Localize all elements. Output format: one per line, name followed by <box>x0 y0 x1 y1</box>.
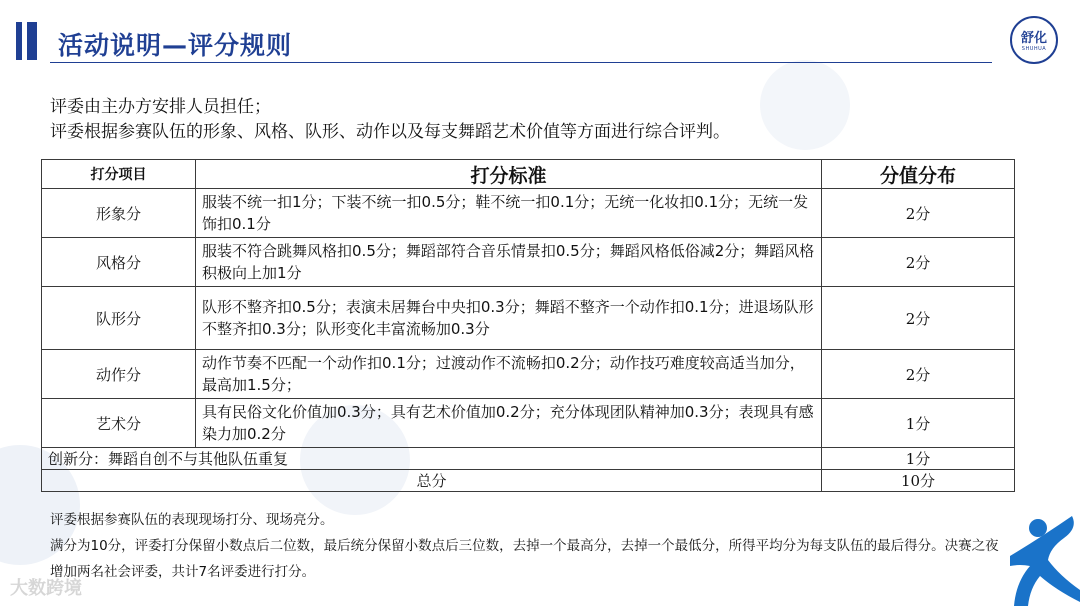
table-row-innovation <box>42 448 1015 470</box>
brand-logo <box>1010 16 1058 64</box>
dancer-figure-icon <box>1000 498 1080 608</box>
logo-subtext: SHUHUA <box>1021 46 1047 52</box>
criteria-cell: 队形不整齐扣0.5分；表演未居舞台中央扣0.3分；舞蹈不整齐一个动作扣0.1分；进退场队形不整齐扣0.3分；队形变化丰富流畅加0.3分 <box>196 287 822 350</box>
watermark: 大数跨境 <box>10 578 82 599</box>
table-row <box>42 399 1015 448</box>
score-cell: 2分 <box>822 287 1015 350</box>
table-row-total <box>42 470 1015 492</box>
criteria-cell: 服装不统一扣1分；下装不统一扣0.5分；鞋不统一扣0.1分；无统一化妆扣0.1分；无统一发饰扣0.1分 <box>196 189 822 238</box>
score-cell: 1分 <box>822 448 1015 470</box>
header-item: 打分项目 <box>42 160 196 189</box>
total-label: 总分 <box>42 470 822 492</box>
notes <box>50 507 1010 585</box>
table-row <box>42 350 1015 399</box>
intro-text <box>50 95 730 145</box>
criteria-cell: 动作节奏不匹配一个动作扣0.1分；过渡动作不流畅扣0.2分；动作技巧难度较高适当加分，最高加1.5分； <box>196 350 822 399</box>
score-cell: 1分 <box>822 399 1015 448</box>
scoring-table <box>41 159 1015 492</box>
score-cell: 2分 <box>822 238 1015 287</box>
item-cell: 艺术分 <box>42 399 196 448</box>
header-accent-bar <box>16 22 22 60</box>
header-accent-bar <box>27 22 37 60</box>
criteria-cell: 服装不符合跳舞风格扣0.5分；舞蹈部符合音乐情景扣0.5分；舞蹈风格低俗减2分；舞蹈风格积极向上加1分 <box>196 238 822 287</box>
intro-line: 评委根据参赛队伍的形象、风格、队形、动作以及每支舞蹈艺术价值等方面进行综合评判。 <box>50 122 730 142</box>
table-row <box>42 238 1015 287</box>
header-score: 分值分布 <box>822 160 1015 189</box>
header-divider <box>50 62 992 63</box>
table-row <box>42 287 1015 350</box>
page-title: 活动说明—评分规则 <box>58 31 293 60</box>
innovation-cell: 创新分：舞蹈自创不与其他队伍重复 <box>42 448 822 470</box>
decor-bubble <box>760 60 850 150</box>
item-cell: 风格分 <box>42 238 196 287</box>
table-row <box>42 189 1015 238</box>
table-header-row <box>42 160 1015 189</box>
note-line: 评委根据参赛队伍的表现现场打分、现场亮分。 <box>50 512 334 528</box>
item-cell: 动作分 <box>42 350 196 399</box>
total-score: 10分 <box>822 470 1015 492</box>
logo-text: 舒化 <box>1020 31 1047 46</box>
note-line: 满分为10分，评委打分保留小数点后二位数，最后统分保留小数点后三位数，去掉一个最高分，去掉一个最低分，所得平均分为每支队伍的最后得分。决赛之夜增加两名社会评委，共计7名评委进行打分。 <box>50 538 999 580</box>
item-cell: 队形分 <box>42 287 196 350</box>
header-criteria: 打分标准 <box>196 160 822 189</box>
item-cell: 形象分 <box>42 189 196 238</box>
score-cell: 2分 <box>822 350 1015 399</box>
criteria-cell: 具有民俗文化价值加0.3分；具有艺术价值加0.2分；充分体现团队精神加0.3分；表现具有感染力加0.2分 <box>196 399 822 448</box>
intro-line: 评委由主办方安排人员担任； <box>50 97 271 117</box>
score-cell: 2分 <box>822 189 1015 238</box>
